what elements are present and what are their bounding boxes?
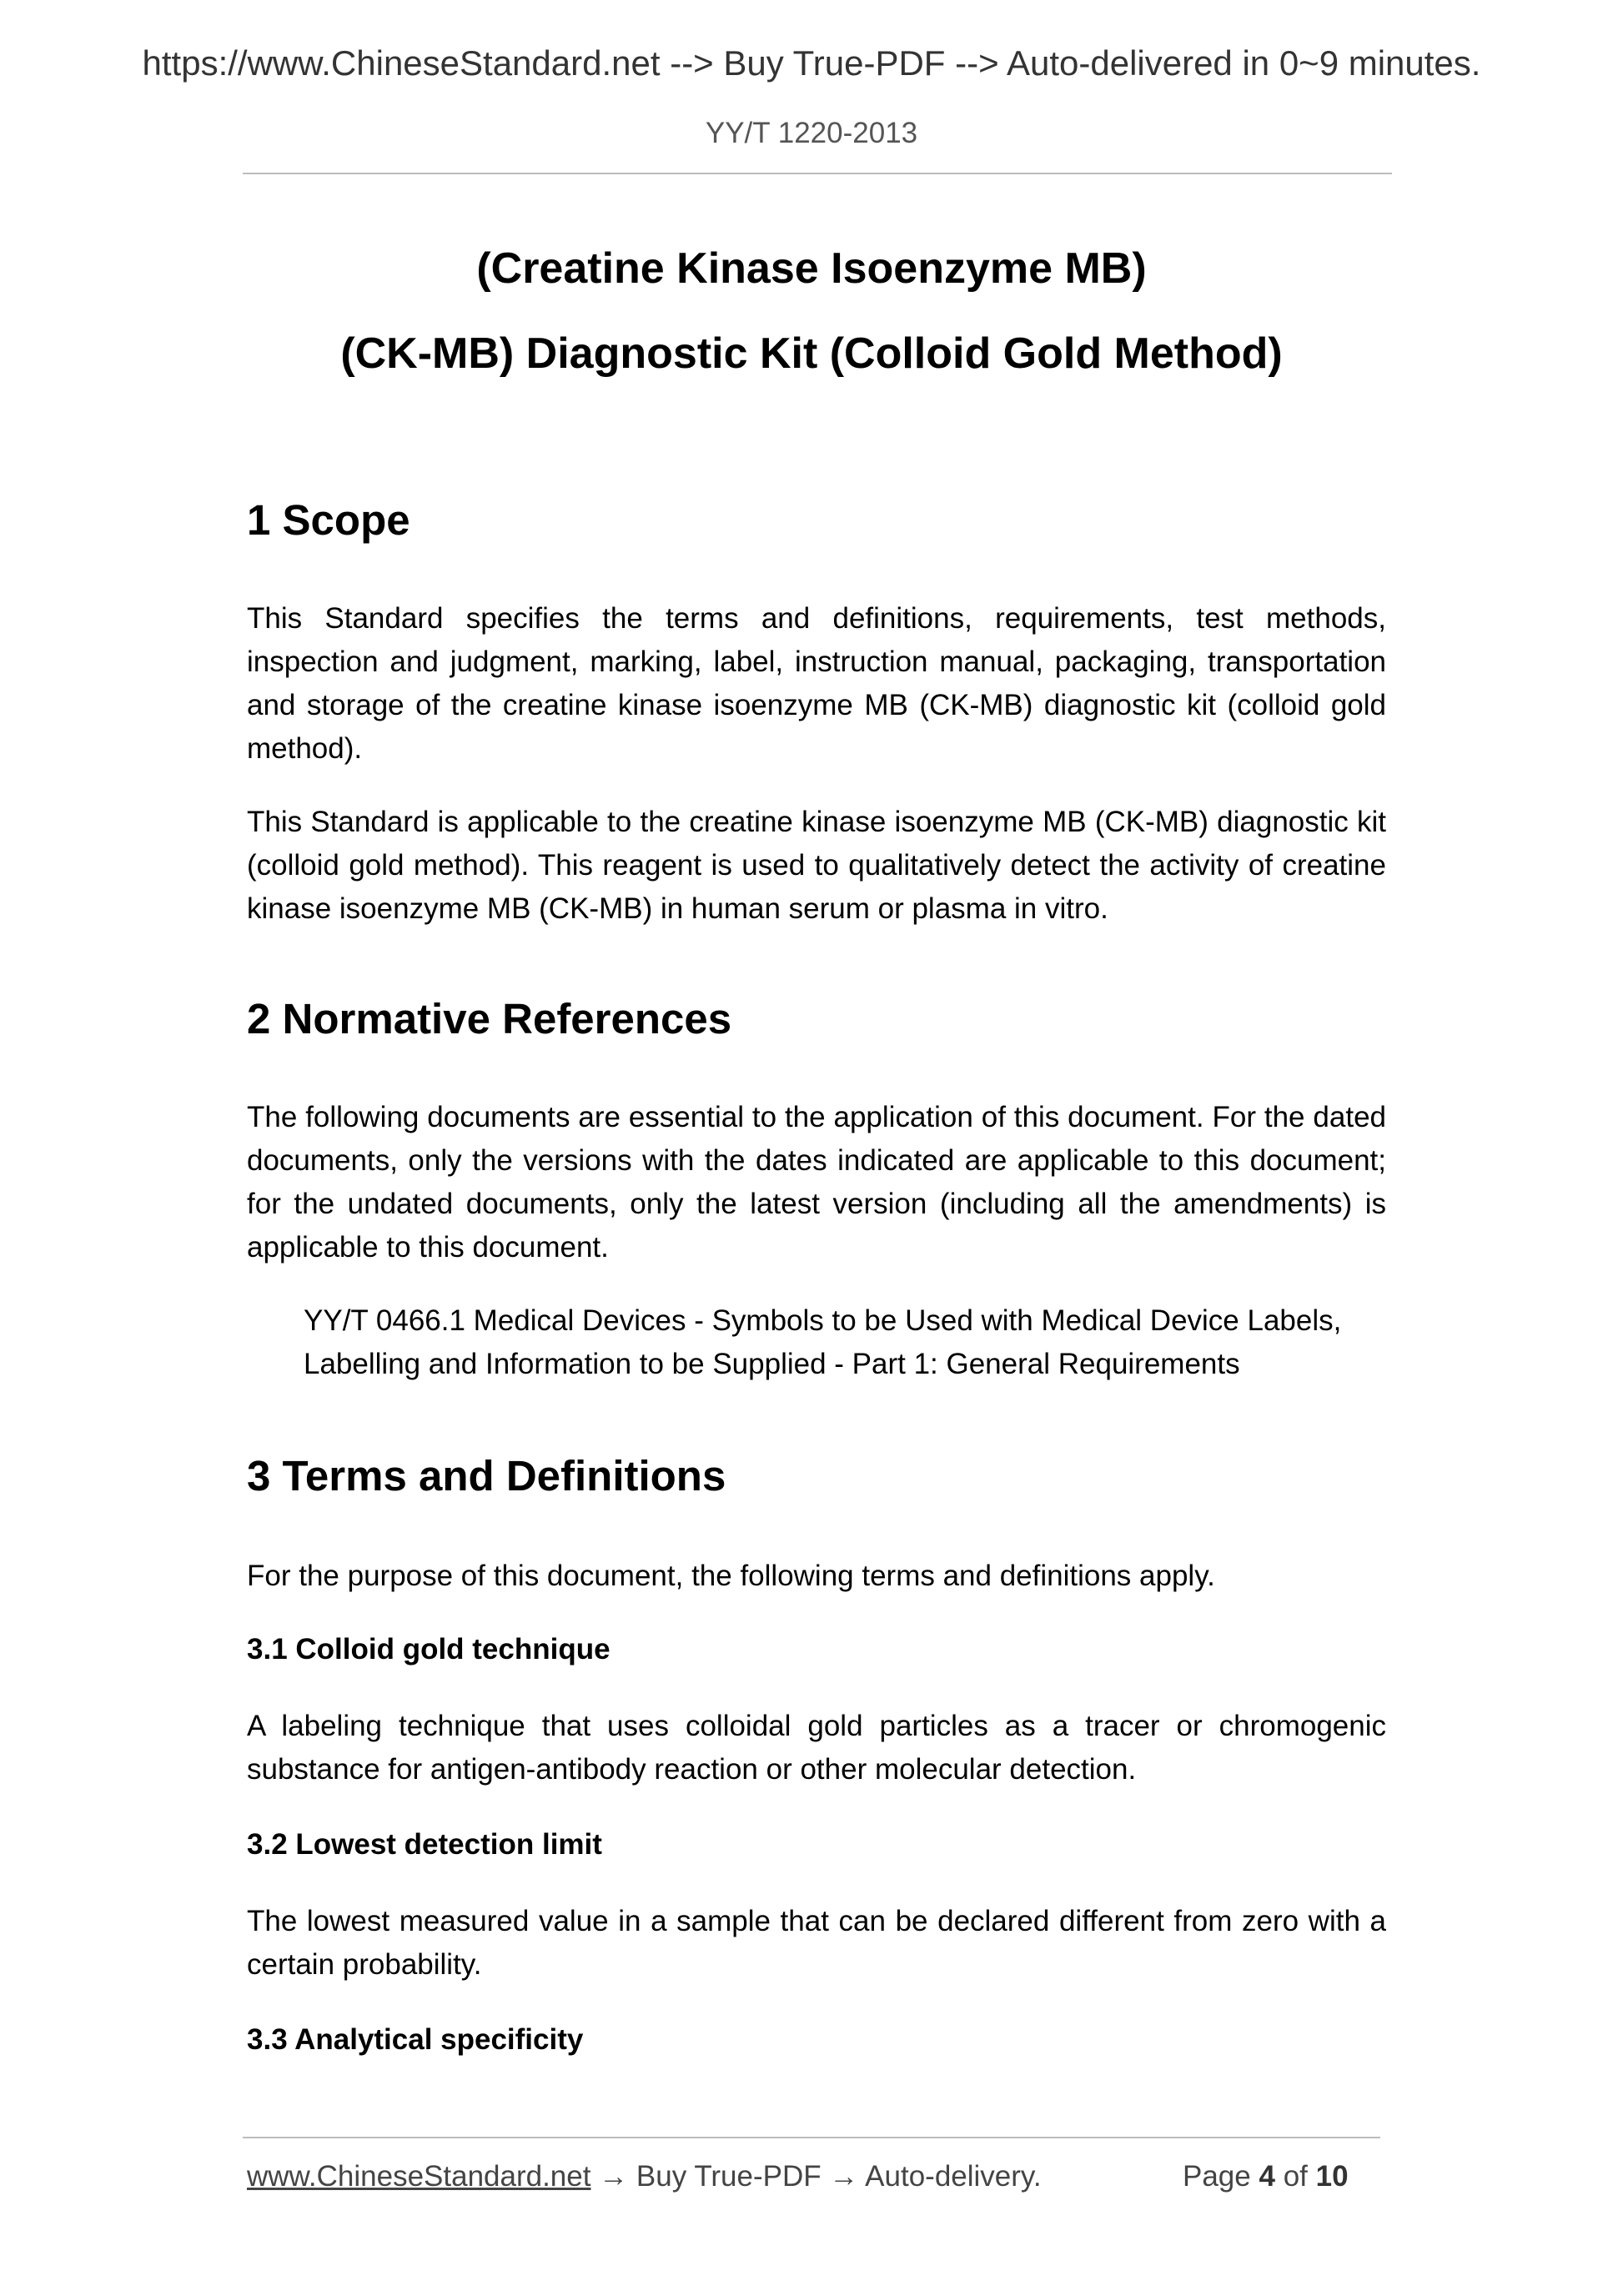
term-text-lowest-detection-limit: The lowest measured value in a sample that can be declared different from zero with a certain probability. (247, 1905, 1386, 1981)
page-total: 10 (1315, 2160, 1349, 2193)
header-divider (243, 173, 1392, 174)
page-current: 4 (1259, 2160, 1275, 2193)
section-heading-terms-definitions: 3 Terms and Definitions (247, 1452, 726, 1500)
footer-divider (243, 2137, 1380, 2138)
section-heading-normative-references: 2 Normative References (247, 995, 732, 1042)
term-heading-analytical-specificity: 3.3 Analytical specificity (247, 2023, 584, 2056)
scope-paragraph-2: This Standard is applicable to the creatine kinase isoenzyme MB (CK-MB) diagnostic kit (colloid gold method). This reagent is used to qualitatively detect the activity of creatine kinase isoenzyme MB (CK-MB) in human serum or plasma in vitro. (247, 806, 1386, 925)
footer-tagline: → Buy True-PDF → Auto-delivery. (590, 2160, 1042, 2193)
normative-reference-item: YY/T 0466.1 Medical Devices - Symbols to be Used with Medical Device Labels, Labelling and Information to be Supplied - Part 1: General Requirements (304, 1304, 1342, 1380)
document-title-line-1: (Creatine Kinase Isoenzyme MB) (476, 244, 1147, 293)
section-heading-scope: 1 Scope (247, 496, 410, 544)
document-code: YY/T 1220-2013 (705, 117, 918, 149)
page-label: Page (1183, 2160, 1251, 2193)
terms-intro: For the purpose of this document, the following terms and definitions apply. (247, 1560, 1215, 1592)
page-indicator (1183, 2160, 1349, 2193)
term-text-colloid-gold: A labeling technique that uses colloidal gold particles as a tracer or chromogenic substance for antigen-antibody reaction or other molecular detection. (247, 1710, 1386, 1786)
page-of: of (1283, 2160, 1308, 2193)
scope-paragraph-1: This Standard specifies the terms and definitions, requirements, test methods, inspection and judgment, marking, label, instruction manual, packaging, transportation and storage of the creatine kinase isoenzyme MB (CK-MB) diagnostic kit (colloid gold method). (247, 602, 1386, 765)
term-heading-lowest-detection-limit: 3.2 Lowest detection limit (247, 1828, 602, 1861)
header-banner: https://www.ChineseStandard.net --> Buy True-PDF --> Auto-delivered in 0~9 minutes. (142, 43, 1481, 83)
footer-link-area (247, 2160, 1042, 2193)
normative-paragraph: The following documents are essential to the application of this document. For the dated documents, only the versions with the dates indicated are applicable to this document; for the undated documents, only the latest version (including all the amendments) is applicable to this document. (247, 1101, 1386, 1264)
footer-website-link[interactable]: www.ChineseStandard.net (247, 2160, 591, 2193)
term-heading-colloid-gold: 3.1 Colloid gold technique (247, 1633, 611, 1665)
document-title-line-2: (CK-MB) Diagnostic Kit (Colloid Gold Method) (340, 329, 1283, 378)
